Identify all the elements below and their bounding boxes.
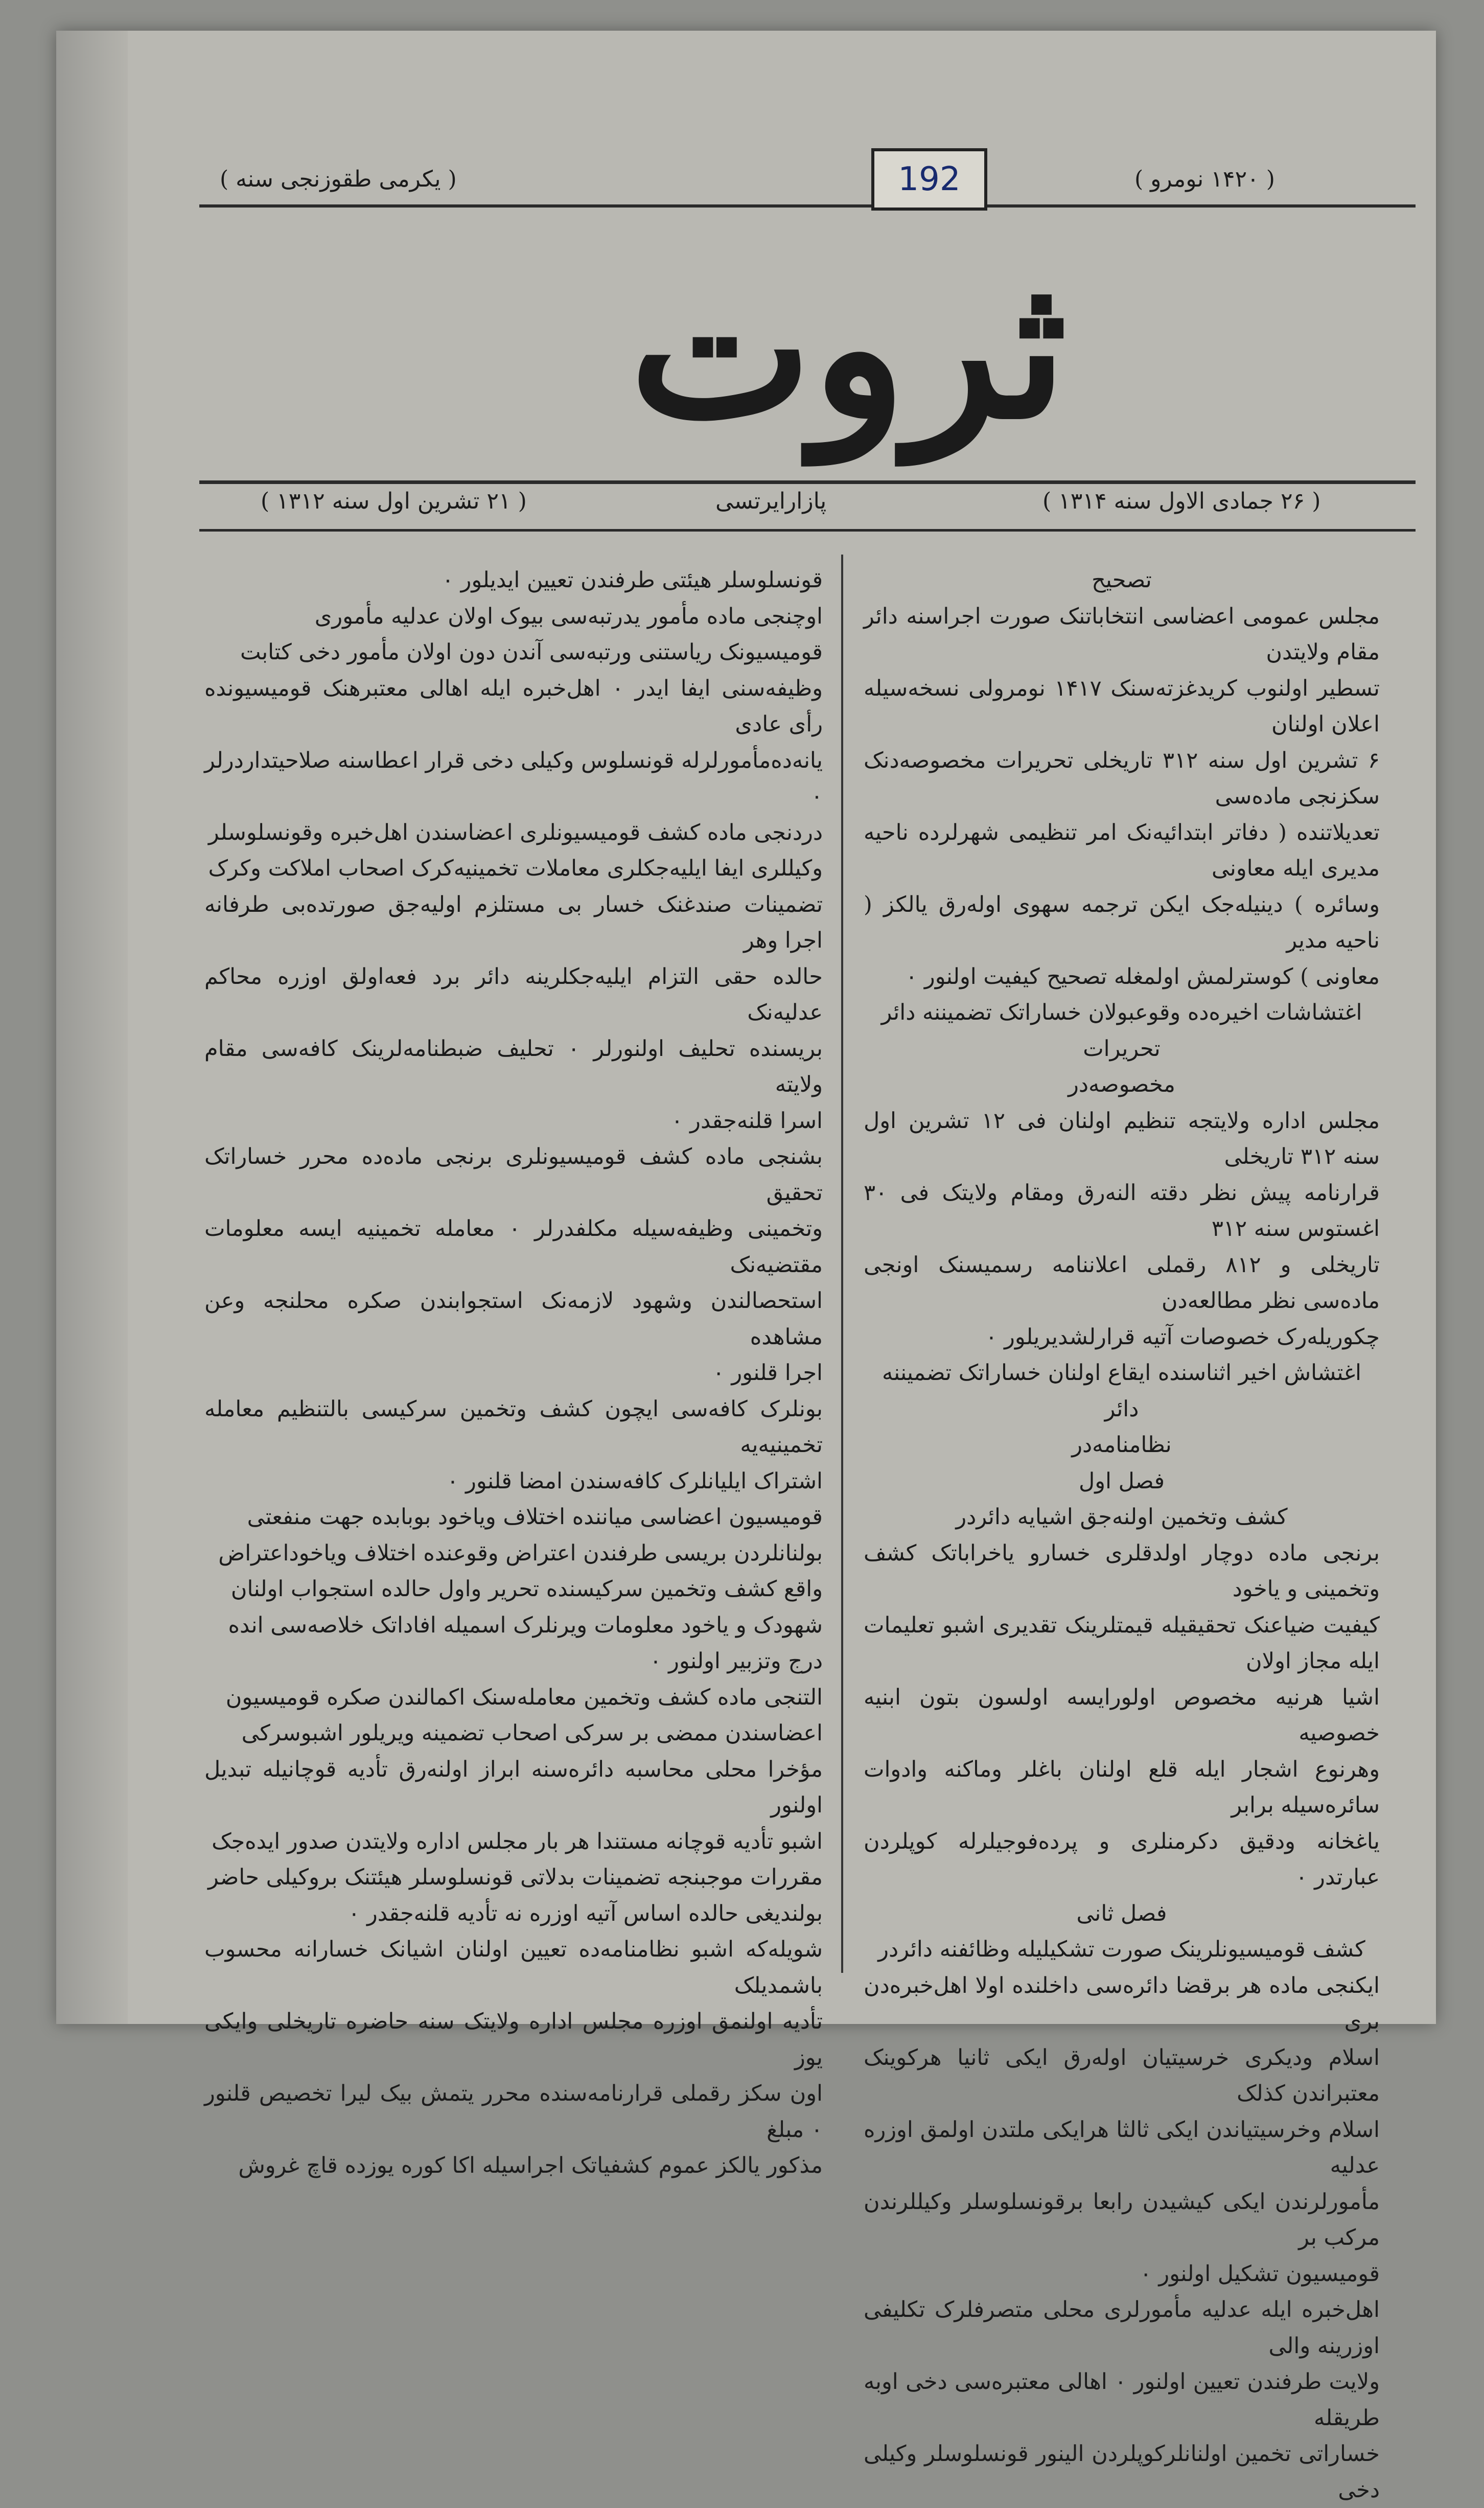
- paragraph-line: دردنجی ماده کشف قومیسیونلری اعضاسندن اهل‌خبره وقونسلوسلر: [208, 819, 823, 845]
- paragraph-line: مؤخرا محلی محاسبه دائره‌سنه ابراز اولنه‌رق تأدیه قوچانیله تبدیل اولنور: [204, 1756, 823, 1818]
- paragraph-line: برنجی ماده دوچار اولدقلری خسارو یاخراباتک کشف وتخمینی و یاخود: [864, 1540, 1380, 1602]
- paragraph-line: تاریخلی و ۸۱۲ رقملی اعلاننامه رسمیسنک اونجی ماده‌سی نظر مطالعه‌دن: [864, 1252, 1380, 1314]
- weekday: پازارایرتسی: [715, 488, 827, 514]
- right-column: [864, 562, 1380, 2508]
- left-column: [204, 562, 823, 2184]
- section-heading: نظامنامه‌در: [1072, 1432, 1172, 1458]
- paragraph-line: ایکنجی ماده هر برقضا دائره‌سی داخلنده اولا اهل‌خبره‌دن بری: [864, 1972, 1380, 2034]
- paragraph-line: استحصالندن وشهود لازمه‌نک استجوابندن صکره محلنجه وعن مشاهده: [204, 1288, 823, 1350]
- paragraph-line: وظیفه‌سنی ایفا ایدر ۰ اهل‌خبره ایله اهالی معتبرهنک قومیسیونده رأی عادی: [204, 675, 823, 737]
- date-row-bottom-rule: [199, 529, 1416, 532]
- paragraph-line: بشنجی ماده کشف قومیسیونلری برنجی ماده‌ده محرر خساراتک تحقیق: [204, 1144, 823, 1206]
- paragraph-line: اسرا قلنه‌جقدر ۰: [671, 1108, 823, 1134]
- section-heading: اغتشاش اخیر اثناسنده ایقاع اولنان خساراتک تضمیننه دائر: [882, 1360, 1361, 1422]
- paragraph-line: اون سکز رقملی قرارنامه‌سنده محرر یتمش بیک لیرا تخصیص قلنور ۰ مبلغ: [204, 2081, 823, 2143]
- date-row-top-rule: [199, 480, 1416, 484]
- paragraph-line: وهرنوع اشجار ایله قلع اولنان باغلر وماکنه وادوات سائره‌سیله برابر: [864, 1756, 1380, 1818]
- paragraph-line: قونسلوسلر هیئتی طرفندن تعیین ایدیلور ۰: [442, 567, 823, 593]
- paragraph-line: درج وتزبیر اولنور ۰: [650, 1648, 823, 1674]
- paragraph-line: وتخمینی وظیفه‌سیله مکلفدرلر ۰ معامله تخمینیه ایسه معلومات مقتضیه‌نک: [204, 1216, 823, 1278]
- paragraph-line: اجرا قلنور ۰: [712, 1360, 823, 1386]
- article-heading: اغتشاشات اخیره‌ده وقوعبولان خساراتک تضمیننه دائر تحریرات: [881, 1000, 1362, 1062]
- paragraph-line: تعدیلاتنده ( دفاتر ابتدائیه‌نک امر تنظیمی شهرلرده ناحیه مدیری ایله معاونی: [864, 819, 1380, 881]
- paragraph-line: قومیسیون تشکیل اولنور ۰: [1140, 2261, 1380, 2287]
- paragraph-line: ولایت طرفندن تعیین اولنور ۰ اهالی معتبره‌سی دخی اوبه طریقله: [864, 2369, 1380, 2431]
- paragraph-line: تضمینات صندغنک خسار بی مستلزم اولیه‌جق صورتده‌بی طرفانه اجرا وهر: [204, 891, 823, 953]
- paragraph-line: بریسنده تحلیف اولنورلر ۰ تحلیف ضبطنامه‌لرینک کافه‌سی مقام ولایته: [204, 1036, 823, 1097]
- paragraph-line: خساراتی تخمین اولنانلرکوپلردن الینور قونسلوسلر وکیلی دخی: [864, 2441, 1380, 2503]
- paragraph-line: مجلس اداره ولایتجه تنظیم اولنان فی ۱۲ تشرین اول سنه ۳۱۲ تاریخلی: [864, 1108, 1380, 1169]
- archive-stamp: 192: [871, 148, 987, 211]
- rumi-date: ( ۲۱ تشرین اول سنه ۱۳۱۲ ): [261, 488, 527, 514]
- chapter-subheading: کشف قومیسیونلرینک صورت تشکیلیله وظائفنه دائردر: [878, 1937, 1365, 1962]
- chapter-heading: فصل ثانی: [1076, 1900, 1167, 1926]
- paragraph-line: اشیا هرنیه مخصوص اولورایسه اولسون بتون ابنیه خصوصیه: [864, 1684, 1380, 1746]
- paragraph-line: تأدیه اولنمق اوزره مجلس اداره ولایتک سنه حاضره تاریخلی وایکی یوز: [204, 2009, 823, 2070]
- masthead-title: ثروت: [629, 233, 1068, 462]
- paragraph-line: اسلام ودیکری خرسیتیان اوله‌رق ایکی ثانیا هرکوینک معتبراندن کذلک: [864, 2044, 1380, 2106]
- paragraph-line: مأمورلرندن ایکی کیشیدن رابعا برقونسلوسلر وکیللرندن مرکب بر: [864, 2189, 1380, 2250]
- article-heading: مخصوصه‌در: [1068, 1072, 1175, 1097]
- paragraph-line: معاونی ) کوسترلمش اولمغله تصحیح کیفیت اولنور ۰: [906, 963, 1380, 990]
- paragraph-line: وکیللری ایفا ایلیه‌جکلری معاملات تخمینیه‌کرک اصحاب املاکت وکرک: [208, 856, 823, 881]
- paragraph-line: یاغخانه ودقیق دکرمنلری و پرده‌فوجیلرله کوپلردن عبارتدر ۰: [864, 1828, 1380, 1890]
- paragraph-line: واقع کشف وتخمین سرکیسنده تحریر واول حالده استجواب اولنان: [230, 1576, 823, 1602]
- paragraph-line: وسائره ) دینیله‌جک ایکن ترجمه سهوی اوله‌رق یالکز ( ناحیه مدیر: [864, 891, 1380, 953]
- paragraph-line: تسطیر اولنوب کریدغزته‌سنک ۱۴۱۷ نومرولی نسخه‌سیله اعلان اولنان: [864, 675, 1380, 737]
- paragraph-line: اسلام وخرسیتیاندن ایکی ثالثا هرایکی ملتدن اولمق اوزره عدلیه: [864, 2116, 1380, 2178]
- paragraph-line: بولندیغی حالده اساس آتیه اوزره نه تأدیه قلنه‌جقدر ۰: [348, 1900, 823, 1926]
- paragraph-line: مجلس عمومی اعضاسی انتخاباتنک صورت اجراسنه دائر مقام ولایتدن: [864, 603, 1380, 665]
- page-edge: [56, 31, 128, 2024]
- paragraph-line: اوچنجی ماده مأمور یدرتبه‌سی بیوک اولان عدلیه مأموری: [314, 603, 823, 629]
- paragraph-line: قومیسیونک ریاستنی ورتبه‌سی آندن دون اولان مأمور دخی کتابت: [240, 639, 823, 665]
- paragraph-line: بونلرک کافه‌سی ایچون کشف وتخمین سرکیسی بالتنظیم معامله تخمینیه‌یه: [204, 1396, 823, 1458]
- paragraph-line: مقررات موجبنجه تضمینات بدلاتی قونسلوسلر هیئتنک بروکیلی حاضر: [208, 1865, 823, 1890]
- paragraph-line: اشتراک ایلیانلرک کافه‌سندن امضا قلنور ۰: [447, 1468, 823, 1494]
- header-top-rule: [199, 204, 1416, 208]
- paragraph-line: شهودک و یاخود معلومات ویرنلرک اسمیله افاداتک خلاصه‌سی انده: [228, 1612, 823, 1638]
- paragraph-line: مذکور یالکز عموم کشفیاتک اجراسیله اکا کوره یوزده قاچ غروش: [238, 2153, 823, 2178]
- newspaper-page: [56, 31, 1436, 2503]
- paragraph-line: اهل‌خبره ایله عدلیه مأمورلری محلی متصرفلرک تکلیفی اوزرینه والی: [864, 2297, 1380, 2359]
- paragraph-line: اشبو تأدیه قوچانه مستندا هر بار مجلس اداره ولایتدن صدور ایده‌جک: [212, 1828, 823, 1854]
- chapter-subheading: کشف وتخمین اولنه‌جق اشیایه دائردر: [956, 1504, 1288, 1530]
- paragraph-line: حالده حقی التزام ایلیه‌جکلرینه دائر برد فعه‌اولق اوزره محاکم عدلیه‌نک: [204, 963, 823, 1025]
- hijri-date: ( ۲۶ جمادی الاول سنه ۱۳۱۴ ): [1042, 488, 1321, 514]
- paragraph-line: یانه‌ده‌مأمورلرله قونسلوس وکیلی دخی قرار اعطاسنه صلاحیتداردرلر ۰: [204, 747, 823, 809]
- paragraph-line: بولنانلردن بریسی طرفندن اعتراض وقوعنده اختلاف ویاخوداعتراض: [218, 1540, 823, 1566]
- masthead: [618, 230, 1078, 465]
- paragraph-line: شویله‌که اشبو نظامنامه‌ده تعیین اولنان اشیانک خسارانه محسوب باشمدیلک: [204, 1937, 823, 1998]
- paragraph-line: التنجی ماده کشف وتخمین معامله‌سنک اکمالندن صکره قومیسیون: [225, 1684, 823, 1710]
- paragraph-line: ۶ تشرین اول سنه ۳۱۲ تاریخلی تحریرات مخصوصه‌دنک سکزنجی ماده‌سی: [864, 747, 1380, 809]
- paragraph-line: اعضاسندن ممضی بر سرکی اصحاب تضمینه ویریلور اشبوسرکی: [241, 1720, 823, 1746]
- volume-label: ( یکرمی طقوزنجی سنه ): [220, 166, 457, 192]
- paragraph-line: قرارنامه پیش نظر دقته النه‌رق ومقام ولایتک فی ۳۰ اغستوس سنه ۳۱۲: [864, 1180, 1380, 1241]
- issue-number: ( ۱۴۲۰ نومرو ): [1134, 166, 1275, 192]
- article-heading: تصحیح: [1092, 567, 1152, 593]
- paragraph-line: چکوریله‌رک خصوصات آتیه قرارلشدیریلور ۰: [985, 1324, 1380, 1350]
- column-divider: [841, 555, 843, 1973]
- paragraph-line: قومیسیون اعضاسی میاننده اختلاف ویاخود بوبابده جهت منفعتی: [247, 1504, 823, 1530]
- chapter-heading: فصل اول: [1078, 1468, 1165, 1494]
- paragraph-line: کیفیت ضیاعنک تحقیقیله قیمتلرینک تقدیری اشبو تعلیمات ایله مجاز اولان: [864, 1612, 1380, 1674]
